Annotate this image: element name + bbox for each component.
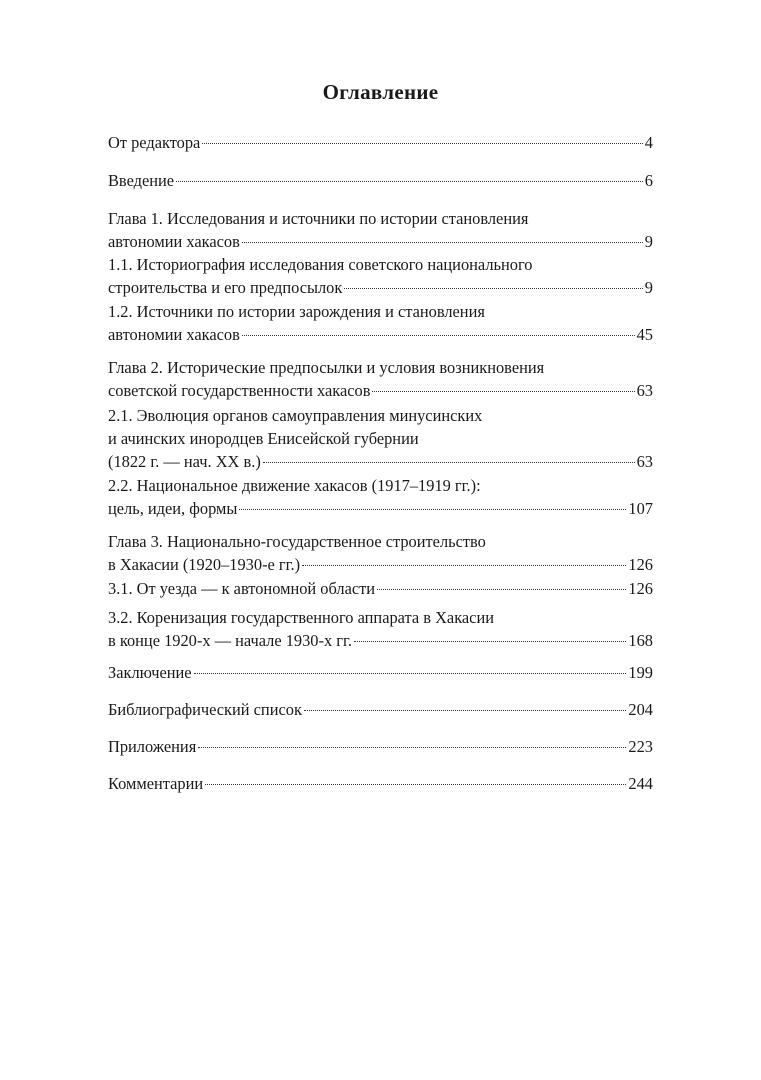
toc-entry-title-line: Глава 3. Национально-государственное строительство [108,532,486,551]
toc-entry-title: Заключение [108,663,192,682]
dot-leader [354,641,626,642]
toc-entry-conclusion[interactable] [108,661,653,684]
toc-entry-section-1-1[interactable] [108,253,653,299]
toc-entry-title: Библиографический список [108,700,302,719]
toc-entry-comments[interactable] [108,772,653,795]
toc-entry-title-line: строительства и его предпосылок [108,278,343,297]
toc-entry-title-line: и ачинских инородцев Енисейской губернии [108,429,419,448]
toc-entry-title-line: 3.2. Коренизация государственного аппарата в Хакасии [108,608,495,627]
toc-entry-title-line: цель, идеи, формы [108,499,238,518]
toc-entry-section-2-2[interactable] [108,474,653,520]
dot-leader [242,335,635,336]
dot-leader [198,747,626,748]
toc-entry-title-line: автономии хакасов [108,325,240,344]
dot-leader [176,181,643,182]
toc-entry-title: 3.1. От уезда — к автономной области [108,579,376,598]
dot-leader [239,509,626,510]
dot-leader [372,391,634,392]
toc-entry-editor[interactable] [108,131,653,154]
toc-entry-title-line: 1.2. Источники по истории зарождения и становления [108,302,485,321]
toc-entry-page: 126 [628,579,653,598]
toc-entry-section-3-1[interactable] [108,577,653,600]
toc-entry-title-line: советской государственности хакасов [108,381,371,400]
dot-leader [377,589,626,590]
toc-entry-page: 223 [628,737,653,756]
toc-entry-page: 244 [628,774,653,793]
toc-entry-title-line: автономии хакасов [108,232,240,251]
toc-entry-chapter-2[interactable] [108,356,653,402]
toc-entry-page: 45 [636,325,653,344]
toc-entry-chapter-1[interactable] [108,207,653,253]
dot-leader [194,673,627,674]
dot-leader [304,710,627,711]
toc-entry-page: 168 [628,631,653,650]
toc-entry-title-line: 1.1. Историография исследования советского национального [108,255,533,274]
toc-entry-title-line: в Хакасии (1920–1930-е гг.) [108,555,301,574]
toc-entry-title-line: 2.2. Национальное движение хакасов (1917–1919 гг.): [108,476,481,495]
toc-entry-title-line: Глава 1. Исследования и источники по истории становления [108,209,529,228]
toc-entry-page: 9 [644,278,653,297]
toc-entry-page: 4 [644,133,653,152]
dot-leader [202,143,642,144]
toc-entry-page: 107 [628,499,653,518]
toc-entry-page: 204 [628,700,653,719]
toc-entry-title: Приложения [108,737,197,756]
toc-entry-page: 63 [636,381,653,400]
dot-leader [344,288,642,289]
toc-entry-section-3-2[interactable] [108,606,653,652]
dot-leader [263,462,635,463]
toc-entry-title: От редактора [108,133,201,152]
toc-entry-title-line: 2.1. Эволюция органов самоуправления минусинских [108,406,483,425]
toc-entry-title: Комментарии [108,774,204,793]
toc-entry-introduction[interactable] [108,169,653,192]
dot-leader [242,242,643,243]
toc-entry-chapter-3[interactable] [108,530,653,576]
toc-entry-section-1-2[interactable] [108,300,653,346]
toc-entry-title-line: Глава 2. Исторические предпосылки и условия возникновения [108,358,545,377]
toc-entry-title: Введение [108,171,175,190]
toc-entry-page: 126 [628,555,653,574]
toc-entry-title-line: (1822 г. — нач. XX в.) [108,452,261,471]
dot-leader [302,565,626,566]
toc-entry-bibliography[interactable] [108,698,653,721]
dot-leader [205,784,626,785]
toc-entry-appendices[interactable] [108,735,653,758]
toc-entry-section-2-1[interactable] [108,404,653,473]
toc-entry-page: 63 [636,452,653,471]
toc-entry-title-line: в конце 1920-х — начале 1930-х гг. [108,631,352,650]
page-title: Оглавление [322,80,439,104]
toc-entry-page: 199 [628,663,653,682]
toc-entry-page: 9 [644,232,653,251]
toc-entry-page: 6 [644,171,653,190]
